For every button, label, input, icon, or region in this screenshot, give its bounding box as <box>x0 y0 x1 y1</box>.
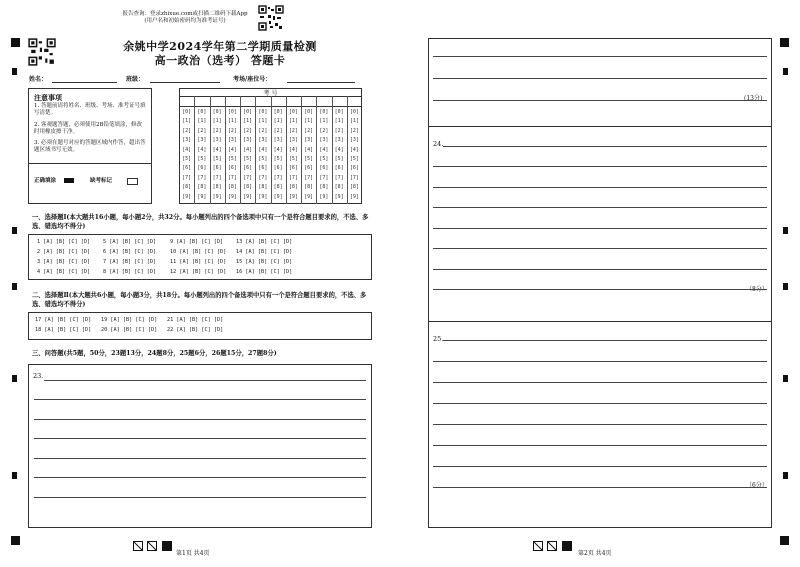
exam-id-bubble[interactable]: [2] <box>334 127 344 134</box>
exam-id-bubble[interactable]: [2] <box>227 127 237 134</box>
q24-answer-line[interactable] <box>433 166 767 167</box>
score-13: (13分) <box>744 95 763 102</box>
exam-id-bubble[interactable]: [3] <box>258 137 268 144</box>
exam-id-bubble[interactable]: [1] <box>243 118 253 125</box>
exam-id-bubble[interactable]: [4] <box>182 146 192 153</box>
name-field[interactable] <box>52 82 117 83</box>
exam-id-bubble[interactable]: [1] <box>349 118 359 125</box>
exam-id-bubble[interactable]: [8] <box>243 184 253 191</box>
exam-id-bubble[interactable]: [1] <box>319 118 329 125</box>
exam-id-bubble[interactable]: [5] <box>273 156 283 162</box>
choice-question-14[interactable]: 14 [A] [B] [C] [D] <box>236 249 293 255</box>
timing-mark <box>783 227 788 234</box>
timing-mark <box>783 283 788 290</box>
timing-mark <box>783 68 788 75</box>
score-8: （8分） <box>746 286 768 293</box>
q24-end-divider <box>428 321 772 322</box>
footer-check-icon <box>533 541 573 551</box>
exam-id-bubble[interactable]: [2] <box>197 127 207 134</box>
q25-answer-line[interactable] <box>433 445 767 446</box>
class-field[interactable] <box>150 82 220 83</box>
exam-id-bubble[interactable]: [1] <box>212 118 222 125</box>
exam-id-bubble[interactable]: [7] <box>334 174 344 181</box>
notes-divider <box>28 163 152 164</box>
q23-continued-line[interactable] <box>433 78 767 79</box>
exam-id-bubble[interactable]: [8] <box>182 184 192 191</box>
choice-question-6[interactable]: 6 [A] [B] [C] [D] <box>103 249 157 255</box>
exam-id-bubble[interactable]: [0] <box>349 109 359 115</box>
q25-answer-line[interactable] <box>433 487 767 488</box>
exam-id-bubble[interactable]: [0] <box>273 109 283 115</box>
exam-id-bubble[interactable]: [2] <box>273 127 283 134</box>
choice-question-8[interactable]: 8 [A] [B] [C] [D] <box>103 269 157 275</box>
exam-id-bubble[interactable]: [1] <box>182 118 192 125</box>
exam-id-bubble[interactable]: [3] <box>273 137 283 144</box>
exam-id-bubble[interactable]: [6] <box>212 165 222 172</box>
exam-id-bubble[interactable]: [2] <box>243 127 253 134</box>
exam-id-bubble[interactable]: [7] <box>212 174 222 181</box>
exam-id-bubble[interactable]: [7] <box>319 174 329 181</box>
q25-number: 25. <box>433 335 444 343</box>
q23-answer-line[interactable] <box>34 477 366 478</box>
exam-id-bubble[interactable]: [5] <box>288 156 298 162</box>
exam-id-bubble[interactable]: [1] <box>258 118 268 125</box>
exam-id-bubble[interactable]: [3] <box>197 137 207 144</box>
footer-marks-left <box>133 536 173 555</box>
exam-id-bubble[interactable]: [4] <box>349 146 359 153</box>
exam-id-bubble[interactable]: [4] <box>243 146 253 153</box>
exam-id-bubble[interactable]: [1] <box>273 118 283 125</box>
notes-item: 2. 客观题答题，必须使用2B铅笔填涂，修改时用橡皮擦干净。 <box>34 122 143 135</box>
exam-id-bubble[interactable]: [1] <box>288 118 298 125</box>
timing-mark <box>783 375 788 382</box>
exam-id-bubble[interactable]: [4] <box>334 146 344 153</box>
exam-id-bubble[interactable]: [9] <box>258 193 268 200</box>
seat-field[interactable] <box>287 82 355 83</box>
report-query-subtext: (用户名和初始密码均为准考证号) <box>144 18 226 24</box>
exam-id-bubble[interactable]: [0] <box>334 109 344 115</box>
subject-title: 高一政治（选考） 答题卡 <box>154 54 286 67</box>
qr-code-icon <box>258 5 284 31</box>
exam-id-bubble[interactable]: [6] <box>273 165 283 172</box>
footer-check-icon <box>133 541 173 551</box>
choice-question-5[interactable]: 5 [A] [B] [C] [D] <box>103 239 157 245</box>
choice-question-3[interactable]: 3 [A] [B] [C] [D] <box>37 259 91 265</box>
notes-item: 1. 答题前请将姓名、班级、考场、准考证号填写清楚。 <box>34 103 146 116</box>
exam-id-bubble[interactable]: [3] <box>334 137 344 144</box>
exam-id-bubble[interactable]: [5] <box>227 156 237 162</box>
exam-id-bubble[interactable]: [4] <box>288 146 298 153</box>
exam-id-bubble[interactable]: [5] <box>304 156 314 162</box>
q24-answer-line[interactable] <box>433 228 767 229</box>
notes-title: 注意事项 <box>34 93 62 102</box>
corner-mark-bl <box>11 536 20 545</box>
q25-answer-line[interactable] <box>433 403 767 404</box>
exam-id-bubble[interactable]: [3] <box>182 137 192 144</box>
exam-id-bubble[interactable]: [5] <box>258 156 268 162</box>
q23-answer-box <box>28 364 372 528</box>
school-title: 余姚中学2024学年第二学期质量检测 <box>123 40 317 53</box>
exam-id-bubble[interactable]: [9] <box>182 193 192 200</box>
choice-question-18[interactable]: 18 [A] [B] [C] [D] <box>35 327 92 333</box>
choice-question-15[interactable]: 15 [A] [B] [C] [D] <box>236 259 293 265</box>
timing-mark <box>12 283 17 290</box>
exam-id-bubble[interactable]: [6] <box>288 165 298 172</box>
exam-id-bubble[interactable]: [9] <box>319 193 329 200</box>
exam-id-bubble[interactable]: [8] <box>273 184 283 191</box>
exam-id-bubble[interactable]: [5] <box>243 156 253 162</box>
choice-question-4[interactable]: 4 [A] [B] [C] [D] <box>37 269 91 275</box>
exam-id-bubble[interactable]: [2] <box>288 127 298 134</box>
exam-id-bubble[interactable]: [4] <box>304 146 314 153</box>
exam-id-bubble[interactable]: [6] <box>304 165 314 172</box>
q23-answer-line[interactable] <box>34 419 366 420</box>
exam-id-bubble[interactable]: [4] <box>319 146 329 153</box>
choice-question-2[interactable]: 2 [A] [B] [C] [D] <box>37 249 91 255</box>
exam-id-bubble[interactable]: [9] <box>197 193 207 200</box>
exam-id-bubble[interactable]: [8] <box>288 184 298 191</box>
timing-mark <box>12 227 17 234</box>
exam-id-bubble[interactable]: [7] <box>227 174 237 181</box>
exam-id-bubble[interactable]: [6] <box>319 165 329 172</box>
choice-question-10[interactable]: 10 [A] [B] [C] [D] <box>170 249 227 255</box>
exam-id-bubble[interactable]: [5] <box>182 156 192 162</box>
choice-question-17[interactable]: 17 [A] [B] [C] [D] <box>35 317 92 323</box>
exam-id-bubble[interactable]: [9] <box>273 193 283 200</box>
exam-id-bubble[interactable]: [6] <box>182 165 192 172</box>
exam-id-bubble[interactable]: [6] <box>258 165 268 172</box>
section2-heading: 二、选择题Ⅱ(本大题共6小题，每小题3分，共18分。每小题列出的四个备选项中只有一个是符合题目要求的，不选、多选、错选均不得分) <box>32 292 367 308</box>
correct-fill-label: 正确填涂 <box>34 178 57 184</box>
exam-id-bubble[interactable]: [9] <box>334 193 344 200</box>
exam-id-bubble[interactable]: [9] <box>304 193 314 200</box>
q23-answer-line[interactable] <box>34 497 366 498</box>
exam-id-bubble[interactable]: [5] <box>197 156 207 162</box>
q23-continued-line[interactable] <box>433 56 767 57</box>
exam-id-bubble[interactable]: [0] <box>243 109 253 115</box>
class-label: 班级： <box>126 76 145 83</box>
q24-answer-line[interactable] <box>433 207 767 208</box>
exam-id-bubble[interactable]: [7] <box>349 174 359 181</box>
exam-id-bubble[interactable]: [0] <box>197 109 207 115</box>
exam-id-bubble[interactable]: [2] <box>182 127 192 134</box>
exam-id-bubble[interactable]: [8] <box>319 184 329 191</box>
exam-id-bubble[interactable]: [0] <box>258 109 268 115</box>
exam-id-bubble[interactable]: [9] <box>212 193 222 200</box>
exam-id-bubble[interactable]: [7] <box>273 174 283 181</box>
corner-mark-tr <box>780 38 789 47</box>
exam-id-bubble[interactable]: [6] <box>349 165 359 172</box>
exam-id-bubble[interactable]: [4] <box>227 146 237 153</box>
q23-answer-line[interactable] <box>34 458 366 459</box>
exam-id-bubble[interactable]: [2] <box>212 127 222 134</box>
q25-answer-line[interactable] <box>433 382 767 383</box>
exam-id-bubble[interactable]: [0] <box>319 109 329 115</box>
exam-id-bubble[interactable]: [3] <box>227 137 237 144</box>
exam-id-bubble[interactable]: [1] <box>197 118 207 125</box>
exam-id-bubble[interactable]: [9] <box>349 193 359 200</box>
exam-id-bubble[interactable]: [0] <box>212 109 222 115</box>
choice-question-21[interactable]: 21 [A] [B] [C] [D] <box>167 317 224 323</box>
choice-question-9[interactable]: 9 [A] [B] [C] [D] <box>170 239 224 245</box>
absent-mark-checkbox[interactable] <box>127 178 138 185</box>
exam-id-bubble[interactable]: [7] <box>258 174 268 181</box>
q24-number: 24. <box>433 140 444 148</box>
q25-answer-line[interactable] <box>433 361 767 362</box>
q24-answer-line[interactable] <box>433 187 767 188</box>
q23-end-divider <box>428 126 772 127</box>
exam-id-bubble[interactable]: [2] <box>349 127 359 134</box>
footer-marks-right <box>533 536 573 555</box>
exam-id-bubble[interactable]: [6] <box>243 165 253 172</box>
exam-id-bubble[interactable]: [0] <box>227 109 237 115</box>
exam-id-bubble[interactable]: [8] <box>212 184 222 191</box>
exam-id-bubble[interactable]: [7] <box>304 174 314 181</box>
exam-id-bubble[interactable]: [8] <box>258 184 268 191</box>
exam-id-bubble[interactable]: [3] <box>319 137 329 144</box>
timing-mark <box>12 472 17 479</box>
q23-answer-line[interactable] <box>34 399 366 400</box>
exam-id-bubble[interactable]: [5] <box>334 156 344 162</box>
section1-heading: 一、选择题Ⅰ(本大题共16小题，每小题2分，共32分。每小题列出的四个备选项中只有一个是符合题目要求的，不选、多选、错选均不得分) <box>32 214 369 230</box>
q25-answer-line[interactable] <box>433 424 767 425</box>
exam-id-bubble[interactable]: [0] <box>182 109 192 115</box>
right-page-box <box>428 38 772 528</box>
exam-id-bubble[interactable]: [8] <box>197 184 207 191</box>
exam-id-bubble[interactable]: [5] <box>349 156 359 162</box>
qr-code-icon <box>28 38 56 66</box>
choice-question-7[interactable]: 7 [A] [B] [C] [D] <box>103 259 157 265</box>
page-number-2: 第2页 共4页 <box>578 550 612 557</box>
exam-id-bubble[interactable]: [8] <box>304 184 314 191</box>
page-number-1: 第1页 共4页 <box>176 550 210 557</box>
correct-fill-example <box>64 178 74 183</box>
exam-id-bubble[interactable]: [0] <box>304 109 314 115</box>
choice-question-22[interactable]: 22 [A] [B] [C] [D] <box>167 327 224 333</box>
exam-id-bubble[interactable]: [4] <box>212 146 222 153</box>
score-6: （6分） <box>746 482 768 489</box>
exam-id-bubble[interactable]: [6] <box>227 165 237 172</box>
q25-answer-line[interactable] <box>443 340 767 341</box>
exam-id-bubble[interactable]: [8] <box>334 184 344 191</box>
exam-id-bubble[interactable]: [4] <box>258 146 268 153</box>
timing-mark <box>12 375 17 382</box>
exam-id-bubble[interactable]: [6] <box>334 165 344 172</box>
exam-id-bubble[interactable]: [2] <box>258 127 268 134</box>
q24-answer-line[interactable] <box>443 146 767 147</box>
q23-continued-line[interactable] <box>433 100 767 101</box>
exam-id-label: 考 号 <box>263 90 278 97</box>
exam-id-bubble[interactable]: [3] <box>349 137 359 144</box>
exam-id-bubble[interactable]: [3] <box>212 137 222 144</box>
exam-id-bubble[interactable]: [0] <box>288 109 298 115</box>
choice-question-20[interactable]: 20 [A] [B] [C] [D] <box>101 327 158 333</box>
q24-answer-line[interactable] <box>433 289 767 290</box>
exam-id-bubble[interactable]: [3] <box>304 137 314 144</box>
exam-id-bubble[interactable]: [6] <box>197 165 207 172</box>
choice-question-13[interactable]: 13 [A] [B] [C] [D] <box>236 239 293 245</box>
q24-answer-line[interactable] <box>433 248 767 249</box>
exam-id-bubble[interactable]: [1] <box>334 118 344 125</box>
choice-question-1[interactable]: 1 [A] [B] [C] [D] <box>37 239 91 245</box>
corner-mark-br <box>780 536 789 545</box>
exam-id-bubble[interactable]: [4] <box>197 146 207 153</box>
exam-id-bubble[interactable]: [7] <box>197 174 207 181</box>
exam-id-bubble[interactable]: [1] <box>304 118 314 125</box>
exam-id-bubble[interactable]: [7] <box>182 174 192 181</box>
exam-id-bubble[interactable]: [2] <box>319 127 329 134</box>
q24-answer-line[interactable] <box>433 269 767 270</box>
exam-id-bubble[interactable]: [1] <box>227 118 237 125</box>
timing-mark <box>12 68 17 75</box>
exam-id-bubble[interactable]: [7] <box>288 174 298 181</box>
seat-label: 考场/座位号： <box>233 76 272 83</box>
choice-question-19[interactable]: 19 [A] [B] [C] [D] <box>101 317 158 323</box>
section3-heading: 三、问答题(共5题，50分，23题13分，24题8分，25题6分，26题15分，27题8分) <box>32 350 277 357</box>
exam-id-bubble[interactable]: [7] <box>243 174 253 181</box>
q23-answer-line[interactable] <box>34 438 366 439</box>
name-label: 姓名： <box>29 76 48 83</box>
choice-question-12[interactable]: 12 [A] [B] [C] [D] <box>170 269 227 275</box>
notes-item: 3. 必须在题号对应的答题区域内作答，超出答题区域书写无效。 <box>34 140 146 153</box>
exam-id-bubble[interactable]: [3] <box>243 137 253 144</box>
timing-mark <box>783 472 788 479</box>
corner-mark-tl <box>11 38 20 47</box>
exam-id-bubble[interactable]: [9] <box>243 193 253 200</box>
report-query-text: 报告查询：登录zhixue.com或扫描二维码下载App <box>122 11 248 17</box>
q23-number: 23. <box>33 372 44 380</box>
exam-id-bubble[interactable]: [9] <box>227 193 237 200</box>
exam-id-bubble[interactable]: [9] <box>288 193 298 200</box>
choice-question-16[interactable]: 16 [A] [B] [C] [D] <box>236 269 293 275</box>
q23-answer-line[interactable] <box>44 380 366 381</box>
absent-mark-label: 缺考标记 <box>90 178 113 184</box>
exam-id-bubble[interactable]: [3] <box>288 137 298 144</box>
exam-id-bubble[interactable]: [2] <box>304 127 314 134</box>
exam-id-bubble[interactable]: [4] <box>273 146 283 153</box>
exam-id-bubble[interactable]: [8] <box>227 184 237 191</box>
exam-id-bubble[interactable]: [5] <box>212 156 222 162</box>
exam-id-bubble[interactable]: [8] <box>349 184 359 191</box>
exam-id-bubble[interactable]: [5] <box>319 156 329 162</box>
q25-answer-line[interactable] <box>433 466 767 467</box>
choice-question-11[interactable]: 11 [A] [B] [C] [D] <box>170 259 227 265</box>
